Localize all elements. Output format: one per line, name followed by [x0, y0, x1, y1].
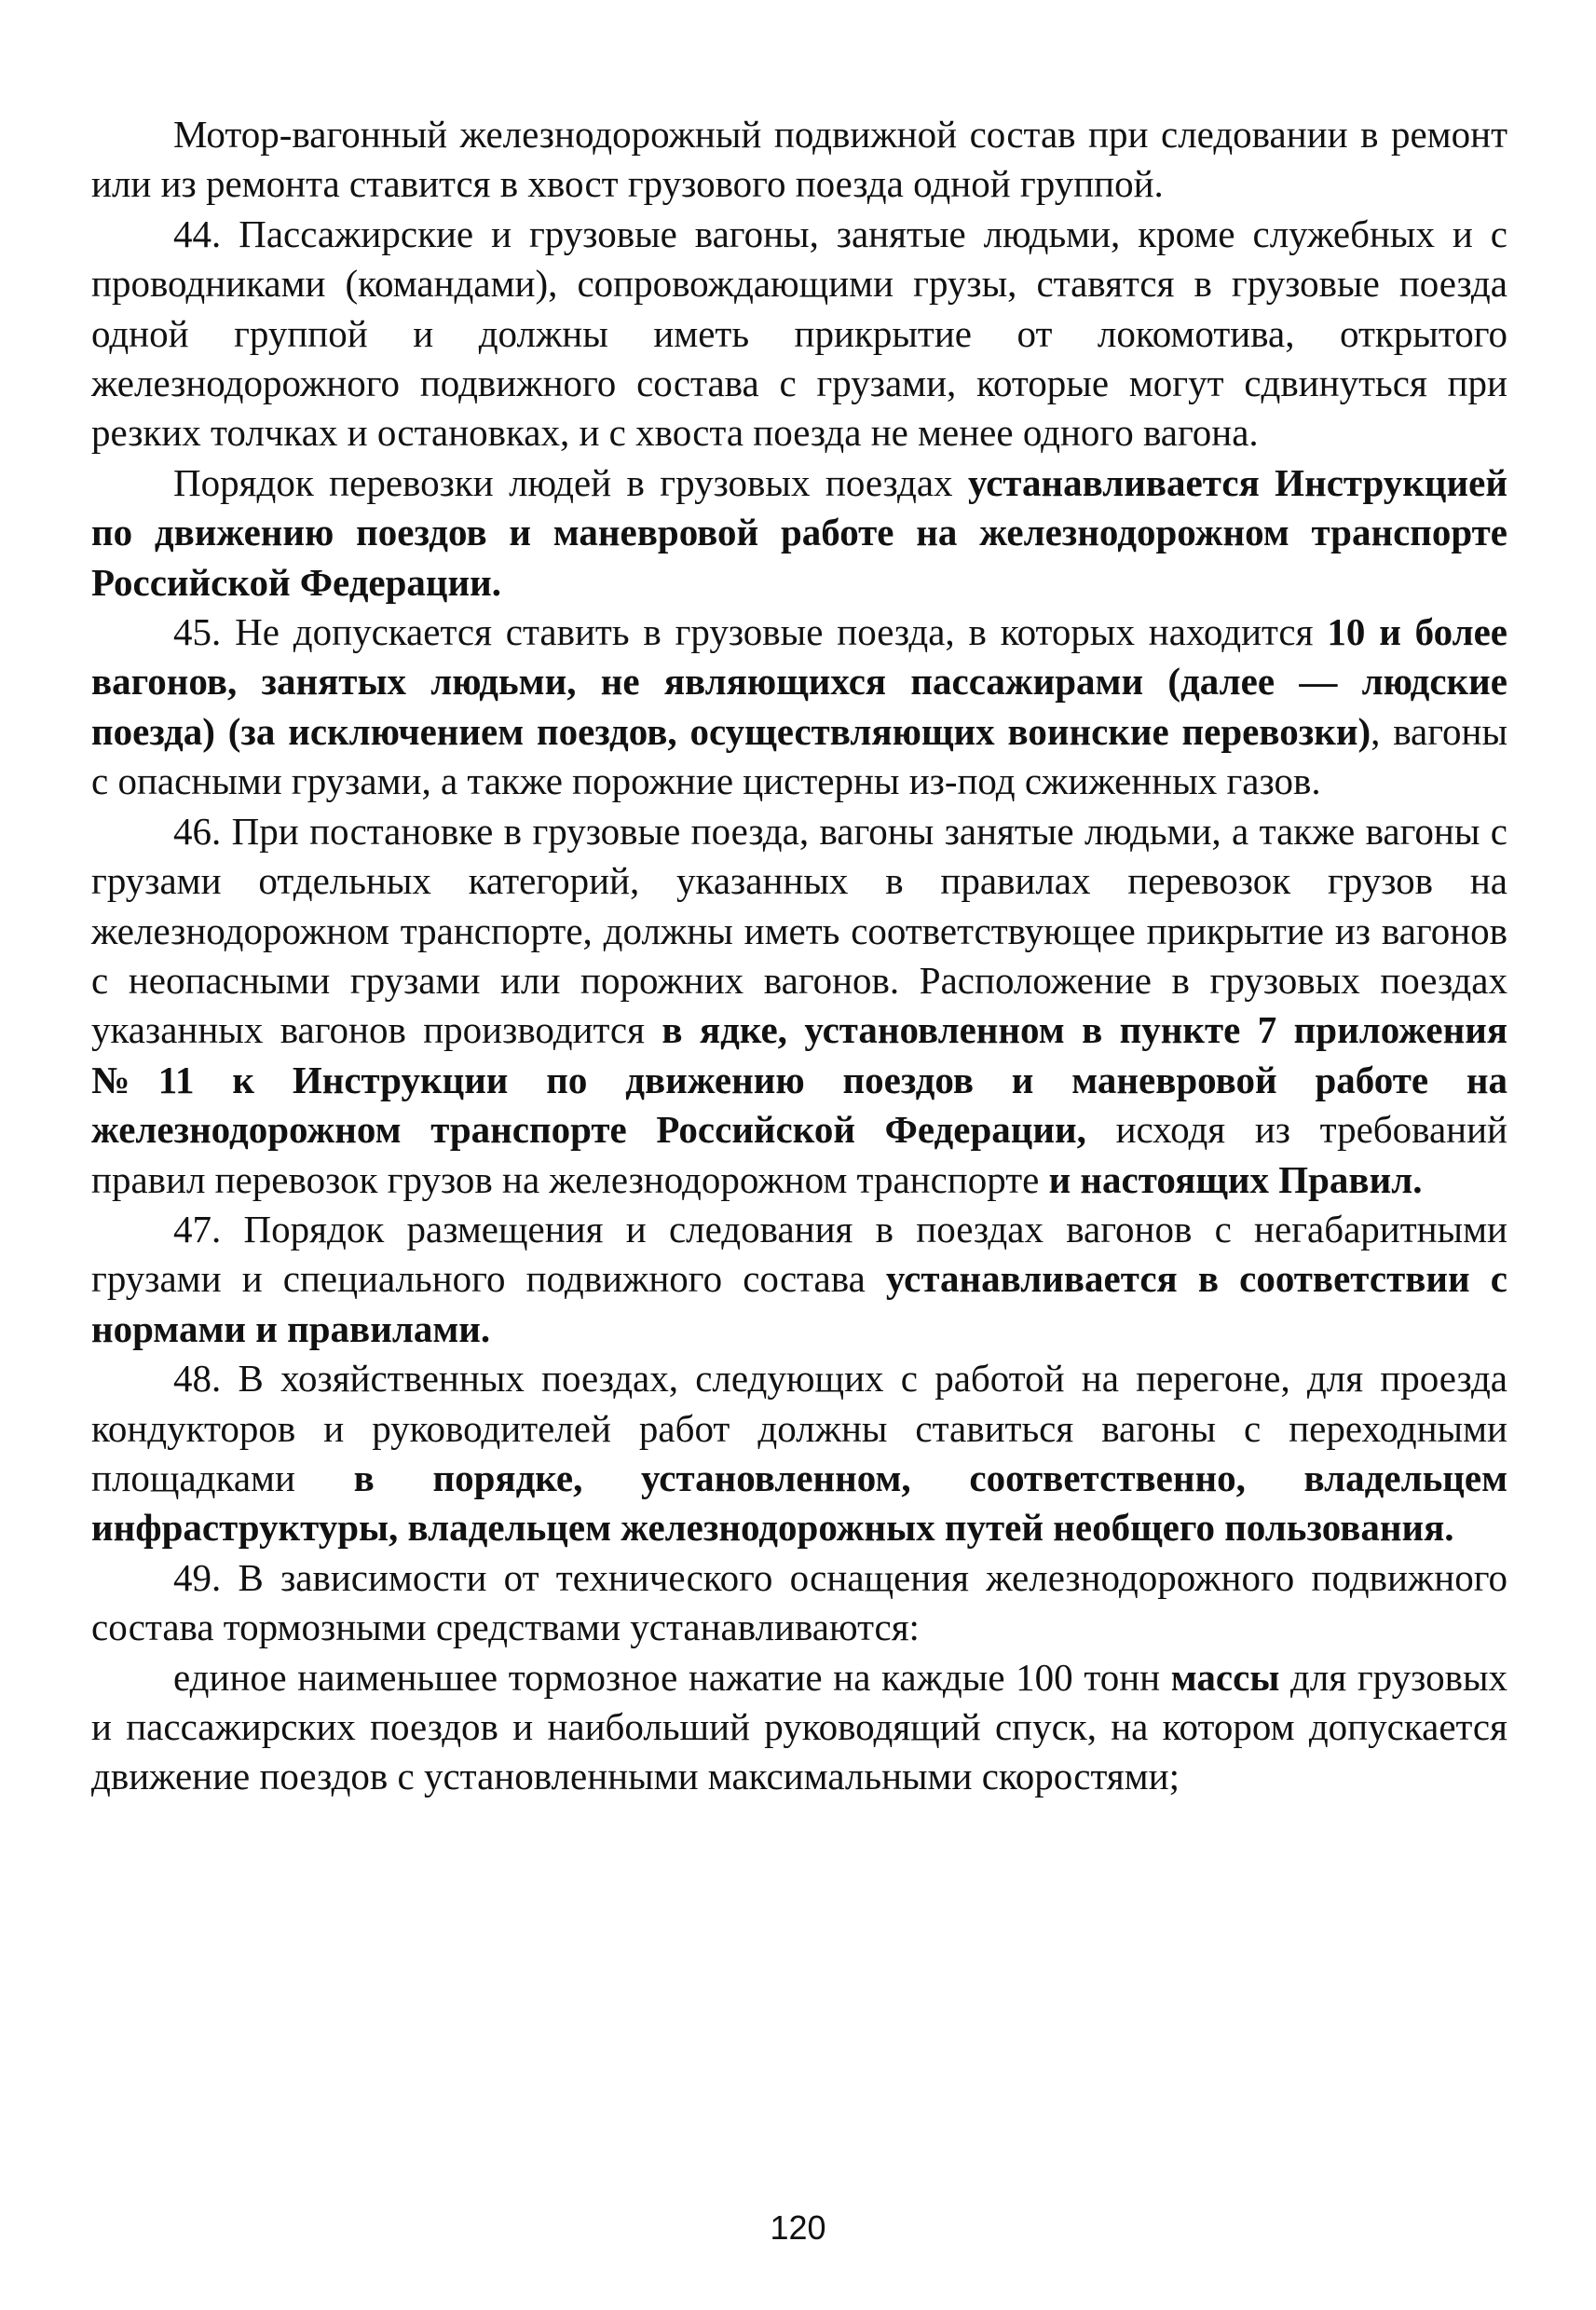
page-number: 120	[770, 2208, 826, 2247]
paragraph-text: 46. При постановке в грузовые поезда, вагоны занятые людьми, а также вагоны с грузами отдельных категорий, указанных в правилах перевозок грузов на железнодорожном транспорте, должны иметь соответствующее прикрытие из вагонов с неопасными грузами или порожних вагонов. Расположение в грузовых поездах указанных вагонов производится	[91, 809, 1507, 1052]
paragraph-text: Порядок перевозки людей в грузовых поездах	[173, 460, 968, 504]
page-body	[91, 110, 1507, 1802]
paragraph-text: 49. В зависимости от технического оснащения железнодорожного подвижного состава тормозными средствами устанавливаются:	[91, 1555, 1507, 1649]
paragraph-bold-text: 10 и более вагонов, занятых людьми, не являющихся пассажирами (далее — людские поезда) (за исключением поездов, осуществляющих воинские перевозки)	[91, 610, 1507, 753]
paragraph-text: 45. Не допускается ставить в грузовые поезда, в которых находится	[173, 610, 1328, 654]
paragraph-45	[91, 608, 1507, 807]
paragraph-48	[91, 1354, 1507, 1553]
paragraph-text: для грузовых и пассажирских поездов и наибольший руководящий спуск, на котором допускается движение поездов с установленными максимальными скоростями;	[91, 1655, 1507, 1798]
paragraph-text: 47. Порядок размещения и следования в поездах вагонов с негабаритными грузами и специального подвижного состава	[91, 1207, 1507, 1301]
paragraph-text: исходя из требований правил перевозок грузов на железнодорожном транспорте	[91, 1108, 1507, 1201]
paragraph-bold-text: устанавливается Инструкцией по движению поездов и маневровой работе на железнодорожном транспорте Российской Федерации.	[91, 460, 1507, 604]
paragraph-motor-wagon	[91, 110, 1507, 210]
paragraph-text: единое наименьшее тормозное нажатие на каждые 100 тонн	[173, 1655, 1171, 1699]
paragraph-47	[91, 1205, 1507, 1354]
paragraph-text: 44. Пассажирские и грузовые вагоны, занятые людьми, кроме служебных и с проводниками (командами), сопровождающими грузы, ставятся в грузовые поезда одной группой и должны иметь прикрытие от локомотива, открытого железнодорожного подвижного состава с грузами, которые могут сдвинуться при резких толчках и остановках, и с хвоста поезда не менее одного вагона.	[91, 212, 1507, 455]
paragraph-people-transport	[91, 458, 1507, 608]
paragraph-bold-text: и настоящих Правил.	[1048, 1157, 1423, 1201]
paragraph-text: Мотор-вагонный железнодорожный подвижной состав при следовании в ремонт или из ремонта ставится в хвост грузового поезда одной группой.	[91, 113, 1507, 206]
paragraph-49	[91, 1553, 1507, 1653]
paragraph-text: , вагоны с опасными грузами, а также порожние цистерны из-под сжиженных газов.	[91, 709, 1507, 803]
paragraph-44	[91, 210, 1507, 458]
paragraph-bold-text: в порядке, установленном, соответственно, владельцем инфраструктуры, владельцем железнодорожных путей необщего пользования.	[91, 1456, 1507, 1550]
paragraph-bold-text: устанавливается в соответствии с нормами и правилами.	[91, 1257, 1507, 1350]
paragraph-braking	[91, 1653, 1507, 1802]
paragraph-bold-text: массы	[1170, 1655, 1280, 1699]
paragraph-46	[91, 807, 1507, 1205]
paragraph-text: 48. В хозяйственных поездах, следующих с работой на перегоне, для проезда кондукторов и руководителей работ должны ставиться вагоны с переходными площадками	[91, 1357, 1507, 1499]
paragraph-bold-text: в ядке, установленном в пункте 7 приложения №11 к Инструкции по движению поездов и маневровой работе на железнодорожном транспорте Российской Федерации,	[91, 1008, 1508, 1152]
